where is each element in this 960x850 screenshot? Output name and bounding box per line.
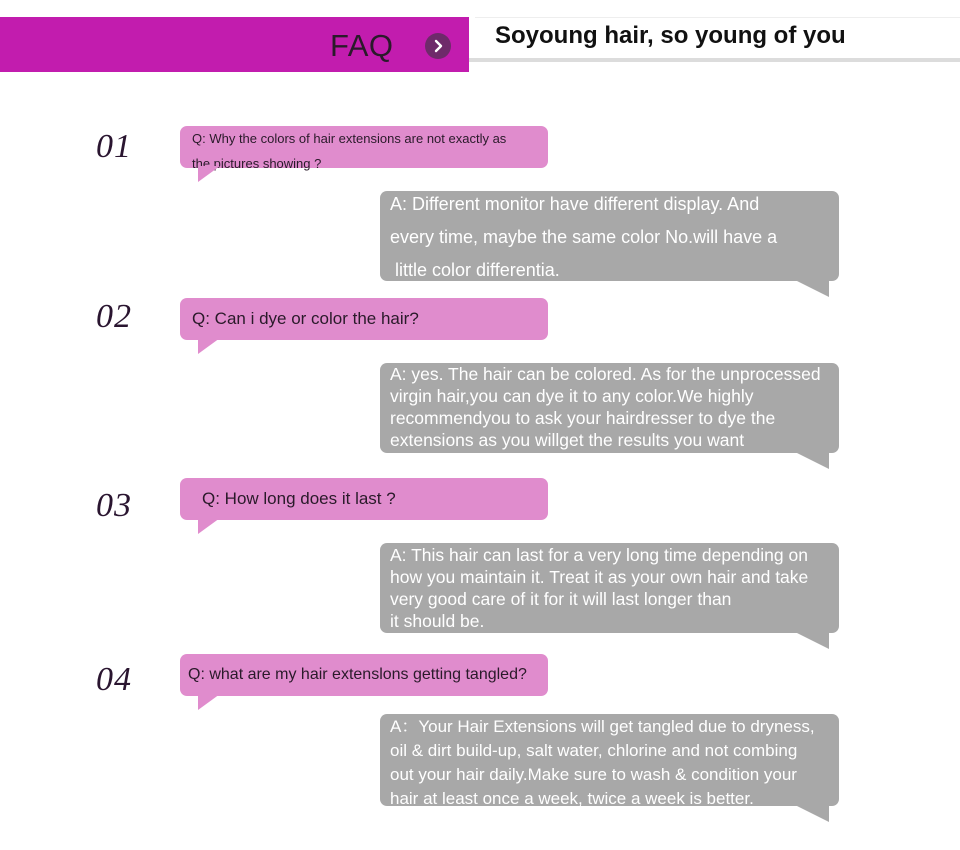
faq-number-04: 04 <box>96 661 132 698</box>
answer-line: A：Your Hair Extensions will get tangled due to dryness, <box>390 717 815 736</box>
question-line: the pictures showing ? <box>192 156 322 171</box>
answer-text-01 <box>390 188 833 281</box>
question-bubble-tail <box>198 518 220 534</box>
slogan-top-divider <box>475 17 960 18</box>
question-text-04 <box>188 654 536 696</box>
question-bubble-02 <box>180 298 548 340</box>
question-line: Q: Why the colors of hair extensions are not exactly as <box>192 131 507 146</box>
answer-line: extensions as you willget the results you want <box>390 430 745 450</box>
question-line: Q: How long does it last ? <box>202 489 396 508</box>
question-text-03 <box>192 478 536 520</box>
faq-number-01: 01 <box>96 128 132 165</box>
answer-bubble-tail <box>793 451 829 469</box>
answer-bubble-04 <box>380 714 839 806</box>
question-text-02 <box>192 298 536 340</box>
faq-title: FAQ <box>330 28 394 63</box>
question-bubble-tail <box>198 694 220 710</box>
faq-header-bar <box>0 17 469 72</box>
question-bubble-03 <box>180 478 548 520</box>
answer-text-04 <box>390 715 833 806</box>
answer-text-02 <box>390 363 833 453</box>
question-bubble-04 <box>180 654 548 696</box>
question-bubble-tail <box>198 338 220 354</box>
question-bubble-tail <box>198 166 220 182</box>
answer-bubble-tail <box>793 631 829 649</box>
answer-line: it should be. <box>390 611 485 631</box>
answer-bubble-02 <box>380 363 839 453</box>
answer-line: how you maintain it. Treat it as your own hair and take <box>390 567 809 587</box>
question-line: Q: Can i dye or color the hair? <box>192 309 419 328</box>
question-bubble-01 <box>180 126 548 171</box>
answer-line: recommendyou to ask your hairdresser to dye the <box>390 408 776 428</box>
answer-line: A: This hair can last for a very long time depending on <box>390 545 808 565</box>
answer-line: oil & dirt build-up, salt water, chlorine and not combing <box>390 741 798 760</box>
slogan-divider <box>469 58 960 62</box>
answer-line: little color differentia. <box>390 260 560 280</box>
answer-bubble-03 <box>380 543 839 633</box>
chevron-right-icon[interactable] <box>425 33 451 59</box>
answer-line: hair at least once a week, twice a week is better. <box>390 789 754 808</box>
faq-number-02: 02 <box>96 298 132 335</box>
slogan: Soyoung hair, so young of you <box>495 22 846 49</box>
answer-bubble-01 <box>380 191 839 281</box>
answer-line: out your hair daily.Make sure to wash & condition your <box>390 765 797 784</box>
answer-text-03 <box>390 544 833 633</box>
answer-bubble-tail <box>793 279 829 297</box>
answer-line: very good care of it for it will last longer than <box>390 589 732 609</box>
answer-line: A: yes. The hair can be colored. As for the unprocessed <box>390 364 821 384</box>
answer-line: every time, maybe the same color No.will have a <box>390 227 778 247</box>
question-line: Q: what are my hair extenslons getting tangled? <box>188 666 527 683</box>
answer-line: A: Different monitor have different display. And <box>390 194 760 214</box>
question-text-01 <box>192 126 536 171</box>
answer-line: virgin hair,you can dye it to any color.We highly <box>390 386 754 406</box>
answer-bubble-tail <box>793 804 829 822</box>
faq-number-03: 03 <box>96 487 132 524</box>
